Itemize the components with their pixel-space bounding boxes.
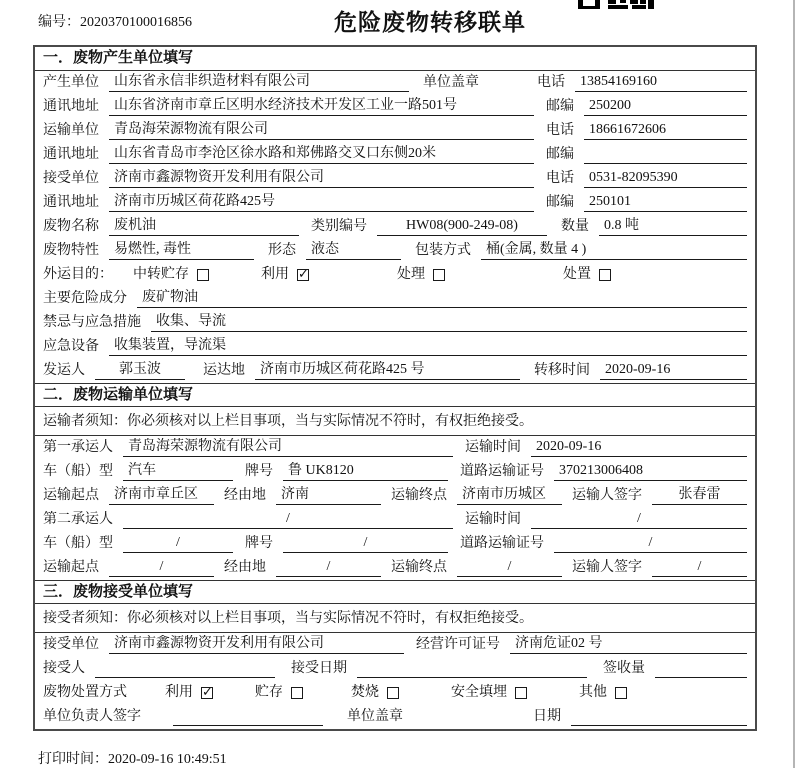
accept-unit-label: 接受单位 bbox=[43, 637, 99, 652]
producer-label: 产生单位 bbox=[43, 75, 99, 90]
vehicle-label: 车（船）型 bbox=[43, 464, 113, 479]
option-utilize bbox=[261, 266, 309, 284]
carrier1-end-value: 济南市历城区 bbox=[457, 486, 562, 505]
plate-label: 牌号 bbox=[245, 536, 273, 551]
option-label: 利用 bbox=[165, 685, 193, 700]
row-carrier2-vehicle bbox=[35, 532, 755, 556]
receiver-value: 济南市鑫源物资开发利用有限公司 bbox=[109, 169, 534, 188]
option-transfer-storage bbox=[133, 266, 209, 284]
row-equipment bbox=[35, 335, 755, 359]
acceptor-label: 接受人 bbox=[43, 661, 85, 676]
shipper-value: 郭玉波 bbox=[95, 361, 185, 380]
carrier1-time-label: 运输时间 bbox=[465, 440, 521, 455]
form-value: 液态 bbox=[306, 241, 401, 260]
transfer-time-value: 2020-09-16 bbox=[600, 361, 747, 380]
end-label: 运输终点 bbox=[391, 560, 447, 575]
manifest-form bbox=[33, 45, 757, 731]
license-value: 济南危证02 号 bbox=[510, 635, 747, 654]
hazard-label: 主要危险成分 bbox=[43, 291, 127, 306]
vehicle-label: 车（船）型 bbox=[43, 536, 113, 551]
checkbox-icon bbox=[291, 687, 303, 699]
producer-value: 山东省永信非织造材料有限公司 bbox=[109, 73, 409, 92]
checkbox-icon bbox=[297, 269, 309, 281]
option-label: 其他 bbox=[579, 685, 607, 700]
checkbox-icon bbox=[197, 269, 209, 281]
date-label: 日期 bbox=[533, 709, 561, 724]
origin-label: 运输起点 bbox=[43, 560, 99, 575]
carrier2-label: 第二承运人 bbox=[43, 512, 113, 527]
doc-number-line bbox=[38, 11, 192, 31]
carrier1-sign-value: 张春雷 bbox=[652, 486, 747, 505]
origin-label: 运输起点 bbox=[43, 488, 99, 503]
receiver-zip-label: 邮编 bbox=[546, 195, 574, 210]
purpose-label: 外运目的： bbox=[43, 267, 113, 282]
checkbox-icon bbox=[515, 687, 527, 699]
carrier2-via-value: / bbox=[276, 558, 381, 577]
contraindication-value: 收集、导流 bbox=[151, 313, 747, 332]
carrier2-end-value: / bbox=[457, 558, 562, 577]
row-signoff bbox=[35, 705, 755, 729]
section1-header: 一．废物产生单位填写 bbox=[35, 47, 755, 71]
print-time-value: 2020-09-16 10:49:51 bbox=[108, 752, 227, 767]
via-label: 经由地 bbox=[224, 560, 266, 575]
option-landfill bbox=[451, 684, 527, 702]
producer-phone-value: 13854169160 bbox=[575, 73, 747, 92]
destination-value: 济南市历城区荷花路425 号 bbox=[255, 361, 520, 380]
row-accept-unit bbox=[35, 633, 755, 657]
transporter-label: 运输单位 bbox=[43, 123, 99, 138]
carrier2-origin-value: / bbox=[109, 558, 214, 577]
receiver-notice: 接受者须知：你必须核对以上栏目事项，当与实际情况不符时，有权拒绝接受。 bbox=[35, 604, 755, 633]
transporter-zip-value bbox=[584, 163, 747, 164]
transporter-address-value: 山东省青岛市李沧区徐水路和郑佛路交叉口东侧20米 bbox=[109, 145, 534, 164]
row-purpose bbox=[35, 263, 755, 287]
row-receiver-address bbox=[35, 191, 755, 215]
producer-seal-label: 单位盖章 bbox=[423, 75, 479, 90]
checkbox-icon bbox=[201, 687, 213, 699]
date-value bbox=[571, 725, 747, 726]
carrier1-vehicle-value: 汽车 bbox=[123, 462, 233, 481]
carrier1-time-value: 2020-09-16 bbox=[531, 438, 747, 457]
carrier1-origin-value: 济南市章丘区 bbox=[109, 486, 214, 505]
carrier1-label: 第一承运人 bbox=[43, 440, 113, 455]
row-carrier2 bbox=[35, 508, 755, 532]
shipper-label: 发运人 bbox=[43, 363, 85, 378]
receiver-address-value: 济南市历城区荷花路425号 bbox=[109, 193, 534, 212]
sign-label: 运输人签字 bbox=[572, 488, 642, 503]
waste-name-value: 废机油 bbox=[109, 217, 299, 236]
option-label: 中转贮存 bbox=[133, 267, 189, 282]
transporter-phone-value: 18661672606 bbox=[584, 121, 747, 140]
waste-traits-value: 易燃性, 毒性 bbox=[109, 241, 254, 260]
option-dispose bbox=[563, 266, 611, 284]
license-label: 经营许可证号 bbox=[416, 637, 500, 652]
equipment-label: 应急设备 bbox=[43, 339, 99, 354]
row-contraindication bbox=[35, 311, 755, 335]
carrier1-permit-value: 370213006408 bbox=[554, 462, 747, 481]
option-store bbox=[255, 684, 303, 702]
print-time-line bbox=[38, 748, 227, 768]
carrier1-plate-value: 鲁 UK8120 bbox=[283, 462, 448, 481]
row-transporter bbox=[35, 119, 755, 143]
option-treat bbox=[397, 266, 445, 284]
option-label: 利用 bbox=[261, 267, 289, 282]
head-sign-label: 单位负责人签字 bbox=[43, 709, 141, 724]
receiver-label: 接受单位 bbox=[43, 171, 99, 186]
producer-zip-value: 250200 bbox=[584, 97, 747, 116]
option-label: 焚烧 bbox=[351, 685, 379, 700]
received-qty-value bbox=[655, 677, 747, 678]
carrier1-via-value: 济南 bbox=[276, 486, 381, 505]
row-producer bbox=[35, 71, 755, 95]
row-waste-name bbox=[35, 215, 755, 239]
transfer-time-label: 转移时间 bbox=[534, 363, 590, 378]
carrier2-plate-value: / bbox=[283, 534, 448, 553]
option-label: 贮存 bbox=[255, 685, 283, 700]
quantity-value: 0.8 吨 bbox=[599, 217, 747, 236]
row-hazard bbox=[35, 287, 755, 311]
category-value: HW08(900-249-08) bbox=[377, 217, 547, 236]
accept-date-label: 接受日期 bbox=[291, 661, 347, 676]
packing-value: 桶(金属, 数量 4 ) bbox=[481, 241, 747, 260]
unit-seal-label: 单位盖章 bbox=[347, 709, 403, 724]
packing-label: 包装方式 bbox=[415, 243, 471, 258]
transporter-phone-label: 电话 bbox=[546, 123, 574, 138]
checkbox-icon bbox=[615, 687, 627, 699]
page-edge-line bbox=[793, 0, 795, 768]
via-label: 经由地 bbox=[224, 488, 266, 503]
section3-header: 三．废物接受单位填写 bbox=[35, 580, 755, 604]
receiver-phone-value: 0531-82095390 bbox=[584, 169, 747, 188]
carrier2-permit-value: / bbox=[554, 534, 747, 553]
checkbox-icon bbox=[387, 687, 399, 699]
producer-address-label: 通讯地址 bbox=[43, 99, 99, 114]
receiver-zip-value: 250101 bbox=[584, 193, 747, 212]
transporter-notice: 运输者须知：你必须核对以上栏目事项，当与实际情况不符时，有权拒绝接受。 bbox=[35, 407, 755, 436]
section2-header: 二．废物运输单位填写 bbox=[35, 383, 755, 407]
option-label: 安全填埋 bbox=[451, 685, 507, 700]
disposal-label: 废物处置方式 bbox=[43, 685, 127, 700]
contraindication-label: 禁忌与应急措施 bbox=[43, 315, 141, 330]
carrier1-value: 青岛海荣源物流有限公司 bbox=[123, 438, 453, 457]
checkbox-icon bbox=[433, 269, 445, 281]
row-carrier1-vehicle bbox=[35, 460, 755, 484]
transporter-zip-label: 邮编 bbox=[546, 147, 574, 162]
received-qty-label: 签收量 bbox=[603, 661, 645, 676]
receiver-phone-label: 电话 bbox=[546, 171, 574, 186]
acceptor-value bbox=[95, 677, 275, 678]
row-acceptor bbox=[35, 657, 755, 681]
accept-unit-value: 济南市鑫源物资开发利用有限公司 bbox=[109, 635, 404, 654]
form-label: 形态 bbox=[268, 243, 296, 258]
category-label: 类别编号 bbox=[311, 219, 367, 234]
row-transporter-address bbox=[35, 143, 755, 167]
producer-zip-label: 邮编 bbox=[546, 99, 574, 114]
checkbox-icon bbox=[599, 269, 611, 281]
row-carrier1-route bbox=[35, 484, 755, 508]
carrier2-value: / bbox=[123, 510, 453, 529]
quantity-label: 数量 bbox=[561, 219, 589, 234]
producer-address-value: 山东省济南市章丘区明水经济技术开发区工业一路501号 bbox=[109, 97, 534, 116]
carrier2-time-value: / bbox=[531, 510, 747, 529]
transporter-value: 青岛海荣源物流有限公司 bbox=[109, 121, 534, 140]
row-receiver bbox=[35, 167, 755, 191]
accept-date-value bbox=[357, 677, 587, 678]
print-time-label: 打印时间： bbox=[38, 752, 108, 767]
end-label: 运输终点 bbox=[391, 488, 447, 503]
sign-label: 运输人签字 bbox=[572, 560, 642, 575]
head-sign-value bbox=[173, 725, 323, 726]
producer-phone-label: 电话 bbox=[537, 75, 565, 90]
doc-number-label: 编号： bbox=[38, 15, 80, 30]
carrier2-sign-value: / bbox=[652, 558, 747, 577]
row-carrier2-route bbox=[35, 556, 755, 580]
permit-label: 道路运输证号 bbox=[460, 464, 544, 479]
option-label: 处置 bbox=[563, 267, 591, 282]
transporter-address-label: 通讯地址 bbox=[43, 147, 99, 162]
option-label: 处理 bbox=[397, 267, 425, 282]
row-carrier1 bbox=[35, 436, 755, 460]
plate-label: 牌号 bbox=[245, 464, 273, 479]
receiver-address-label: 通讯地址 bbox=[43, 195, 99, 210]
page-title: 危险废物转移联单 bbox=[334, 10, 526, 35]
waste-name-label: 废物名称 bbox=[43, 219, 99, 234]
carrier2-time-label: 运输时间 bbox=[465, 512, 521, 527]
option-other bbox=[579, 684, 627, 702]
equipment-value: 收集装置，导流渠 bbox=[109, 337, 747, 356]
row-disposal bbox=[35, 681, 755, 705]
permit-label: 道路运输证号 bbox=[460, 536, 544, 551]
option-incinerate bbox=[351, 684, 399, 702]
row-waste-traits bbox=[35, 239, 755, 263]
row-producer-address bbox=[35, 95, 755, 119]
doc-number-value: 2020370100016856 bbox=[80, 15, 192, 30]
qr-code-fragment bbox=[578, 0, 654, 9]
hazard-value: 废矿物油 bbox=[137, 289, 747, 308]
row-shipper bbox=[35, 359, 755, 383]
option-utilize bbox=[165, 684, 213, 702]
carrier2-vehicle-value: / bbox=[123, 534, 233, 553]
waste-traits-label: 废物特性 bbox=[43, 243, 99, 258]
destination-label: 运达地 bbox=[203, 363, 245, 378]
